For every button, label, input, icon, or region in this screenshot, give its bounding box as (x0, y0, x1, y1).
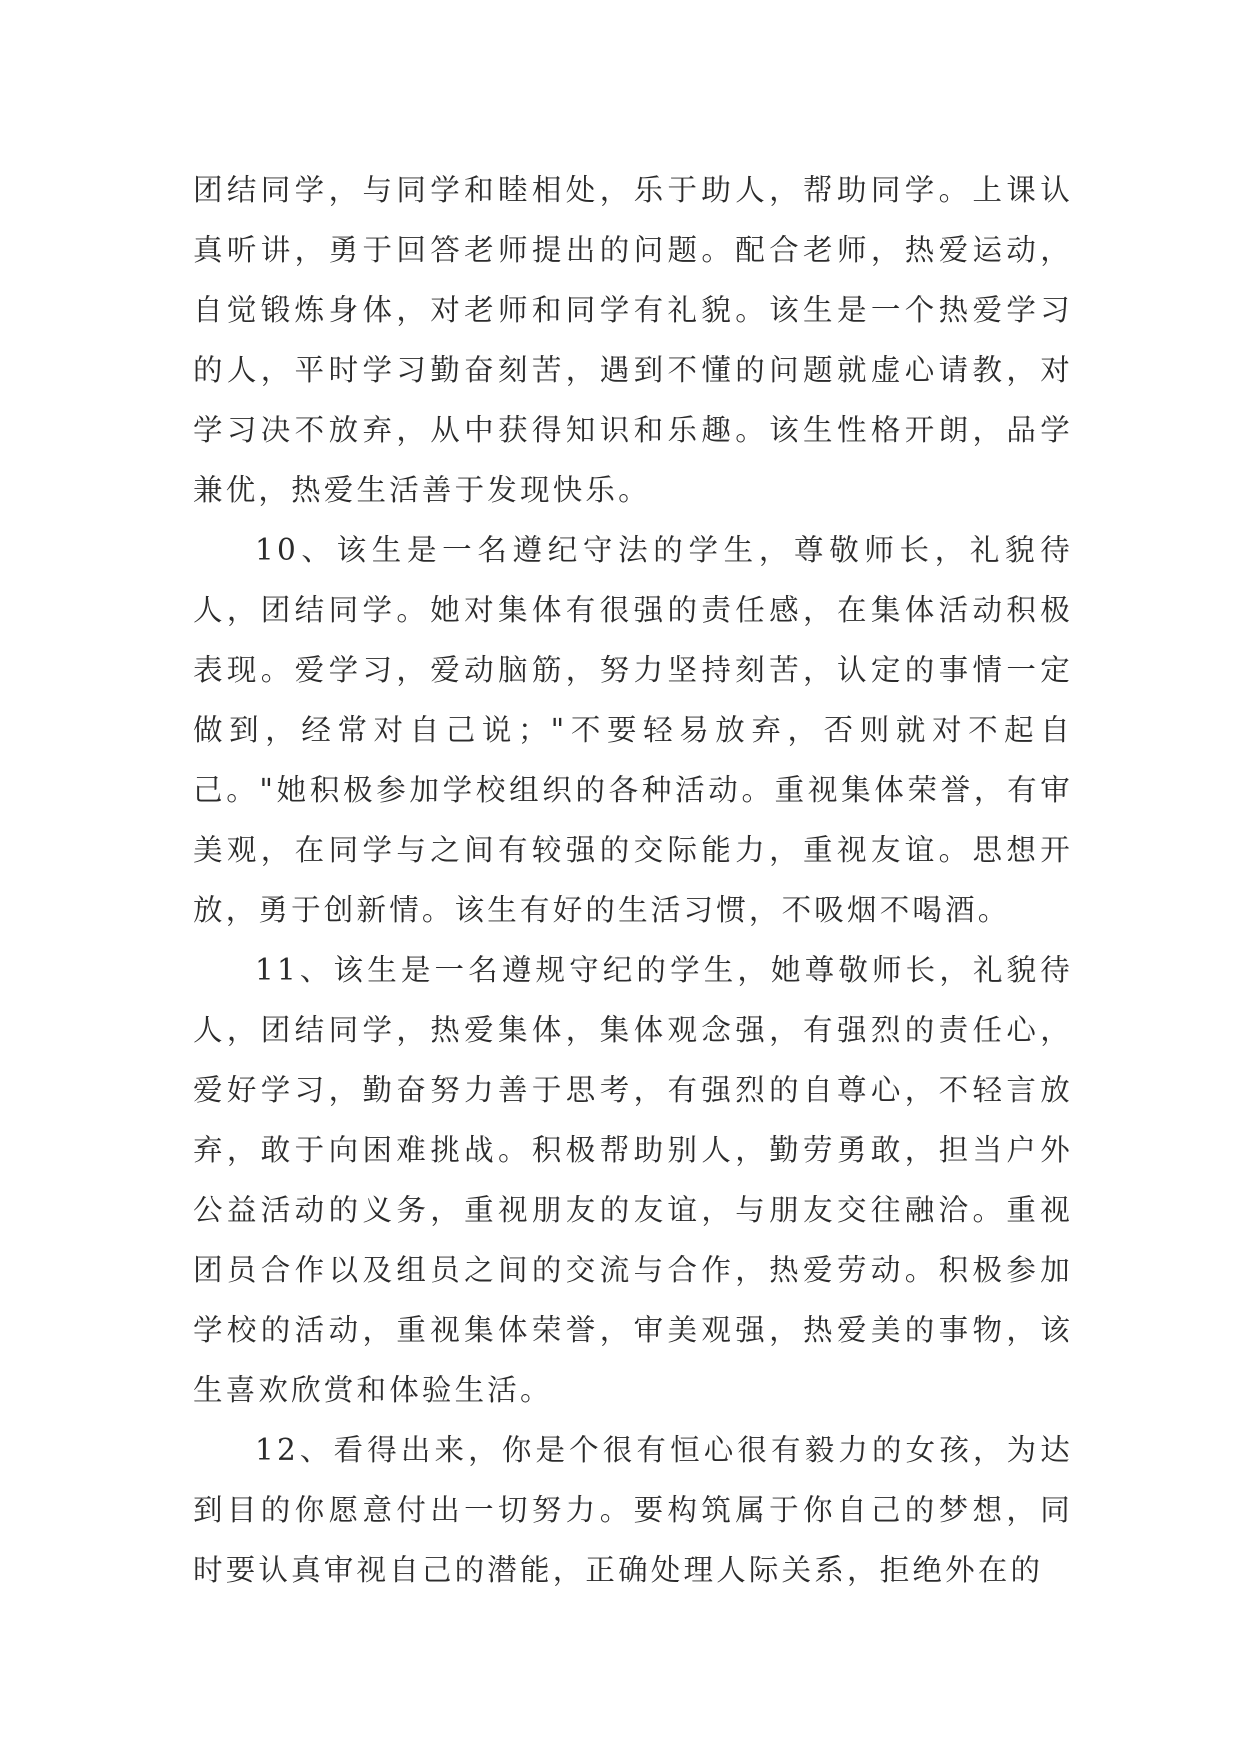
document-body (193, 160, 1073, 1600)
paragraph-12: 12、看得出来，你是个很有恒心很有毅力的女孩，为达到目的你愿意付出一切努力。要构筑属于你自己的梦想，同时要认真审视自己的潜能，正确处理人际关系，拒绝外在的 (193, 1433, 1073, 1587)
paragraph-continued: 团结同学，与同学和睦相处，乐于助人，帮助同学。上课认真听讲，勇于回答老师提出的问题。配合老师，热爱运动，自觉锻炼身体，对老师和同学有礼貌。该生是一个热爱学习的人，平时学习勤奋刻苦，遇到不懂的问题就虚心请教，对学习决不放弃，从中获得知识和乐趣。该生性格开朗，品学兼优，热爱生活善于发现快乐。 (193, 173, 1073, 507)
paragraph-11: 11、该生是一名遵规守纪的学生，她尊敬师长，礼貌待人，团结同学，热爱集体，集体观念强，有强烈的责任心，爱好学习，勤奋努力善于思考，有强烈的自尊心，不轻言放弃，敢于向困难挑战。积极帮助别人，勤劳勇敢，担当户外公益活动的义务，重视朋友的友谊，与朋友交往融洽。重视团员合作以及组员之间的交流与合作，热爱劳动。积极参加学校的活动，重视集体荣誉，审美观强，热爱美的事物，该生喜欢欣赏和体验生活。 (193, 953, 1073, 1407)
paragraph-10: 10、该生是一名遵纪守法的学生，尊敬师长，礼貌待人，团结同学。她对集体有很强的责任感，在集体活动积极表现。爱学习，爱动脑筋，努力坚持刻苦，认定的事情一定做到，经常对自己说；"不要轻易放弃，否则就对不起自己。"她积极参加学校组织的各种活动。重视集体荣誉，有审美观，在同学与之间有较强的交际能力，重视友谊。思想开放，勇于创新情。该生有好的生活习惯，不吸烟不喝酒。 (193, 533, 1073, 927)
